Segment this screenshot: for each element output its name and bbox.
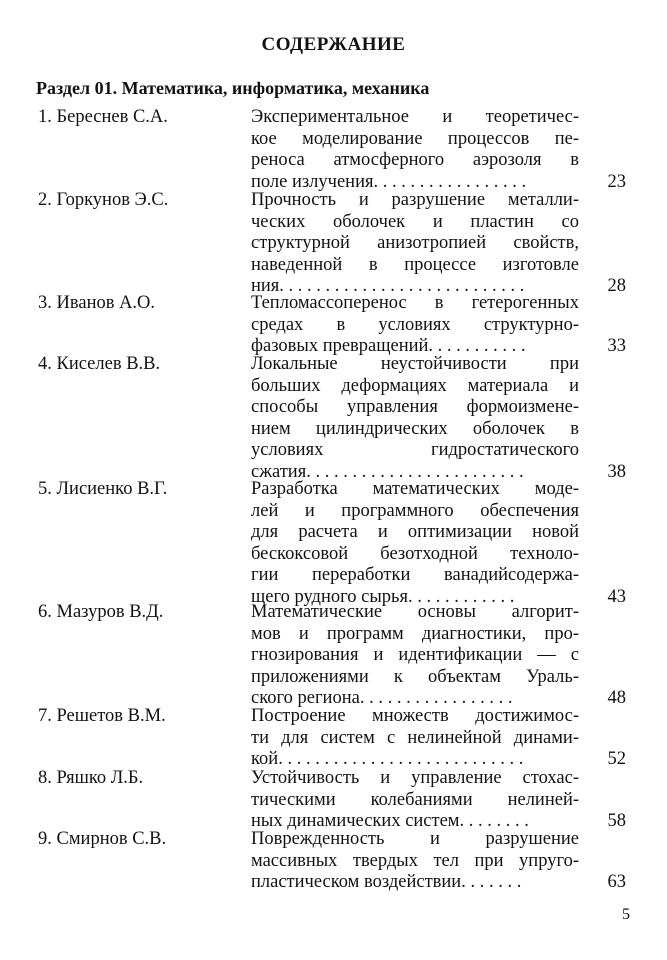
toc-title-line: бескоксовой безотходной техноло- — [251, 543, 579, 564]
toc-title-line: приложениями к объектам Ураль- — [251, 666, 579, 687]
toc-title-line: лей и программного обеспечения — [251, 500, 579, 521]
toc-title — [251, 190, 579, 298]
toc-title-line: структурной анизотропией свойств, — [251, 233, 579, 253]
toc-title-line: Прочность и разрушение металли- — [251, 190, 579, 210]
toc-title-line: больших деформациях материала и — [251, 375, 579, 396]
toc-page-number: 52 — [607, 749, 626, 769]
toc-title — [251, 706, 579, 771]
toc-title-line: способы управления формоизмене- — [251, 397, 579, 417]
toc-title-line: мов и программ диагностики, про- — [251, 623, 579, 644]
toc-title-line: реноса атмосферного аэрозоля в — [251, 150, 579, 170]
toc-author: 9. Смирнов С.В. — [38, 829, 167, 849]
toc-page-number: 48 — [607, 688, 626, 708]
toc-author: 7. Решетов В.М. — [38, 706, 166, 726]
toc-title — [251, 293, 579, 358]
toc-title-line: пластическом воздействии. . . . . . . — [251, 872, 522, 892]
toc-page-number: 58 — [607, 811, 626, 831]
toc-title-line: ческих оболочек и пластин со — [251, 211, 579, 232]
toc-author: 1. Береснев С.А. — [38, 107, 168, 127]
toc-title-line: ского региона. . . . . . . . . . . . . . . . . — [251, 688, 513, 708]
toc-title-line: ти для систем с нелинейной динами- — [251, 727, 579, 748]
toc-title — [251, 602, 579, 710]
toc-title-line: Построение множеств достижимос- — [251, 706, 579, 726]
toc-title-line: ных динамических систем. . . . . . . . — [251, 811, 529, 831]
toc-author: 3. Иванов А.О. — [38, 293, 156, 313]
toc-title-line: сжатия. . . . . . . . . . . . . . . . . . . . . . . . — [251, 461, 524, 482]
toc-title-line: гнозирования и идентификации — с — [251, 645, 579, 665]
toc-page-number: 28 — [607, 276, 626, 296]
toc-title-line: ния. . . . . . . . . . . . . . . . . . . . . . . . . . . — [251, 276, 525, 296]
toc-title-line: Тепломассоперенос в гетерогенных — [251, 293, 579, 313]
toc-title-line: поле излучения. . . . . . . . . . . . . . . . . — [251, 171, 527, 192]
toc-title — [251, 768, 579, 833]
toc-title — [251, 829, 579, 894]
toc-title — [251, 479, 579, 608]
toc-page-number: 33 — [607, 336, 626, 356]
toc-page-number: 63 — [607, 872, 626, 892]
toc-page-number: 23 — [607, 171, 626, 192]
toc-title-line: гии переработки ванадийсодержа- — [251, 565, 579, 585]
page-number: 5 — [622, 906, 630, 923]
toc-author: 6. Мазуров В.Д. — [38, 602, 164, 622]
toc-title-line: щего рудного сырья. . . . . . . . . . . . — [251, 586, 515, 607]
toc-title-line: тическими колебаниями нелиней- — [251, 789, 579, 810]
toc-title-line: фазовых превращений. . . . . . . . . . . — [251, 336, 526, 356]
toc-title-line: кой. . . . . . . . . . . . . . . . . . . . . . . . . . . — [251, 749, 524, 769]
toc-author: 4. Киселев В.В. — [38, 354, 161, 374]
toc-title-line: средах в условиях структурно- — [251, 314, 579, 335]
toc-title — [251, 354, 579, 483]
section-heading: Раздел 01. Математика, информатика, механика — [36, 78, 430, 98]
toc-page-number: 38 — [607, 461, 626, 482]
toc-title-line: Локальные неустойчивости при — [251, 354, 579, 374]
toc-title-line: Экспериментальное и теоретичес- — [251, 107, 579, 127]
toc-title-line: Математические основы алгорит- — [251, 602, 579, 622]
toc-title-line: массивных твердых тел при упруго- — [251, 850, 579, 871]
toc-title-line: Поврежденность и разрушение — [251, 829, 579, 849]
toc-title-line: Разработка математических моде- — [251, 479, 579, 499]
toc-title-line: кое моделирование процессов пе- — [251, 128, 579, 149]
toc-title-line: Устойчивость и управление стохас- — [251, 768, 579, 788]
toc-title-line: наведенной в процессе изготовле — [251, 254, 579, 275]
toc-title — [251, 107, 579, 193]
toc-title-line: условиях гидростатического — [251, 440, 579, 460]
toc-page-number: 43 — [607, 586, 626, 607]
toc-title-line: нием цилиндрических оболочек в — [251, 418, 579, 439]
toc-author: 5. Лисиенко В.Г. — [38, 479, 168, 499]
toc-author: 2. Горкунов Э.С. — [38, 190, 169, 210]
page-title: СОДЕРЖАНИЕ — [261, 34, 406, 55]
toc-author: 8. Ряшко Л.Б. — [38, 768, 144, 788]
toc-title-line: для расчета и оптимизации новой — [251, 522, 579, 542]
